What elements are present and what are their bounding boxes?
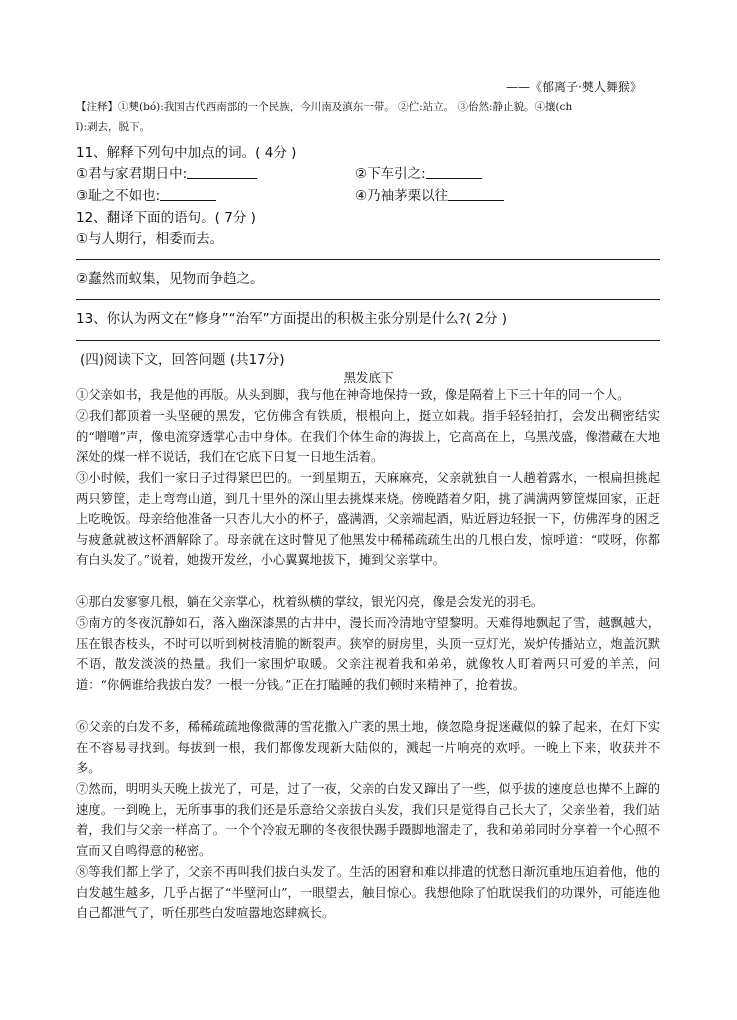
paragraph-4: ④那白发寥寥几根，躺在父亲掌心，枕着纵横的掌纹，银光闪亮，像是会发光的羽毛。 <box>76 595 544 609</box>
paragraph-3: ③小时候，我们一家日子过得紧巴巴的。一到星期五，天麻麻亮，父亲就独自一人趟着露水，一根扁担挑起两只箩筐，走上弯弯山道，到几十里外的深山里去挑煤来烧。傍晚踏着夕阳，挑了满满两箩筐煤回家，正赶上吃晚饭。母亲给他准备一只杏儿大小的杯子，盛满酒，父亲端起酒，贴近唇边轻抿一下，仿佛浑身的困乏与疲惫就被这杯酒解除了。母亲就在这时瞥见了他黑发中稀稀疏疏生出的几根白发，惊呼道：“哎呀，你都有白头发了。”说着，她拨开发丝，小心翼翼地拔下，摊到父亲掌中。 <box>76 471 660 568</box>
answer-line[interactable] <box>76 299 660 300</box>
answer-line[interactable] <box>76 340 660 341</box>
paragraph-7: ⑦然而，明明头天晚上拔光了，可是，过了一夜，父亲的白发又蹿出了一些，似乎拔的速度总也撵不上蹿的速度。一到晚上，无所事事的我们还是乐意给父亲拔白头发，我们只是觉得自己长大了，父亲坐着，我们站着，我们与父亲一样高了。一个个冷寂无聊的冬夜很快踢手蹑脚地溜走了，我和弟弟同时分享着一个心照不宣而又自鸣得意的秘密。 <box>76 782 660 858</box>
q11-title: 11、解释下列句中加点的词。( 4分 ) <box>76 145 297 161</box>
annotation-line-1: 【注释】①僰(bó):我国古代西南部的一个民族，今川南及滇东一带。 ②伫:站立。 ③佁然:静止貌。④攘(ch <box>76 101 573 113</box>
source-citation: ——《郁离子·僰人舞猴》 <box>506 80 642 94</box>
answer-blank[interactable] <box>187 166 257 179</box>
q11-item-3-label: ③耻之不如也: <box>76 188 161 204</box>
answer-blank[interactable] <box>426 166 482 179</box>
paragraph-5: ⑤南方的冬夜沉静如石，落入幽深漆黑的古井中，漫长而冷清地守望黎明。天难得地飘起了雪，越飘越大，压在银杏枝头，不时可以听到树枝清脆的断裂声。狭窄的厨房里，头顶一豆灯光，炭炉传播站立，炮盖沉默不语，散发淡淡的热量。我们一家围炉取暖。父亲注视着我和弟弟，就像牧人盯着两只可爱的羊羔，问道：“你俩谁给我拔白发？一根一分钱。”正在打瞌睡的我们顿时来精神了，抢着拔。 <box>76 616 660 692</box>
q11-item-1 <box>76 162 257 182</box>
q11-item-4-label: ④乃袖茅栗以往 <box>355 188 449 204</box>
q11-item-4 <box>355 184 504 204</box>
passage-title: 黑发底下 <box>343 370 394 385</box>
q11-item-2-label: ②下车引之: <box>355 166 426 182</box>
paragraph-1: ①父亲如书，我是他的再版。从头到脚，我与他在神奇地保持一致，像是隔着上下三十年的同一个人。 <box>76 388 630 402</box>
section-4-header: (四)阅读下文，回答问题 (共17分) <box>80 352 285 368</box>
q12-item-2: ②蠢然而蚁集，见物而争趋之。 <box>76 271 264 287</box>
answer-blank[interactable] <box>448 188 504 201</box>
paragraph-2: ②我们都顶着一头坚硬的黑发，它仿佛含有铁质，根根向上，挺立如栽。指手轻轻拍打，会发出稠密结实的“噌噌”声，像电流穿透掌心击中身体。在我们个体生命的海拔上，它高高在上，乌黑茂盛，像潜藏在大地深处的煤一样不说话，我们在它底下日复一日地生活着。 <box>76 409 660 465</box>
answer-line[interactable] <box>76 259 660 260</box>
q12-title: 12、翻译下面的语句。( 7分 ) <box>76 210 256 226</box>
q13-title: 13、你认为两文在“修身”“治军”方面提出的积极主张分别是什么?( 2分 ) <box>76 311 508 327</box>
paragraph-6: ⑥父亲的白发不多，稀稀疏疏地像微薄的雪花撒入广袤的黑土地，倏忽隐身捉迷藏似的躲了起来，在灯下实在不容易寻找到。每拔到一根，我们都像发现新大陆似的，溅起一片响亮的欢呼。一晚上下来，收获并不多。 <box>76 720 660 776</box>
annotation-line-2: ī):剥去，脱下。 <box>76 121 150 133</box>
q12-item-1: ①与人期行，相委而去。 <box>76 231 224 247</box>
q11-item-2 <box>355 162 482 182</box>
q11-item-3 <box>76 184 216 204</box>
paragraph-8: ⑧等我们都上学了，父亲不再叫我们拔白头发了。生活的困窘和难以排遣的忧愁日渐沉重地压迫着他，他的白发越生越多，几乎占据了“半壁河山”，一眼望去，触目惊心。我想他除了怕耽误我们的功课外，可能连他自己都泄气了，听任那些白发喧嚣地恣肆疯长。 <box>76 865 660 921</box>
q11-item-1-label: ①君与家君期日中: <box>76 166 188 182</box>
answer-blank[interactable] <box>160 188 216 201</box>
